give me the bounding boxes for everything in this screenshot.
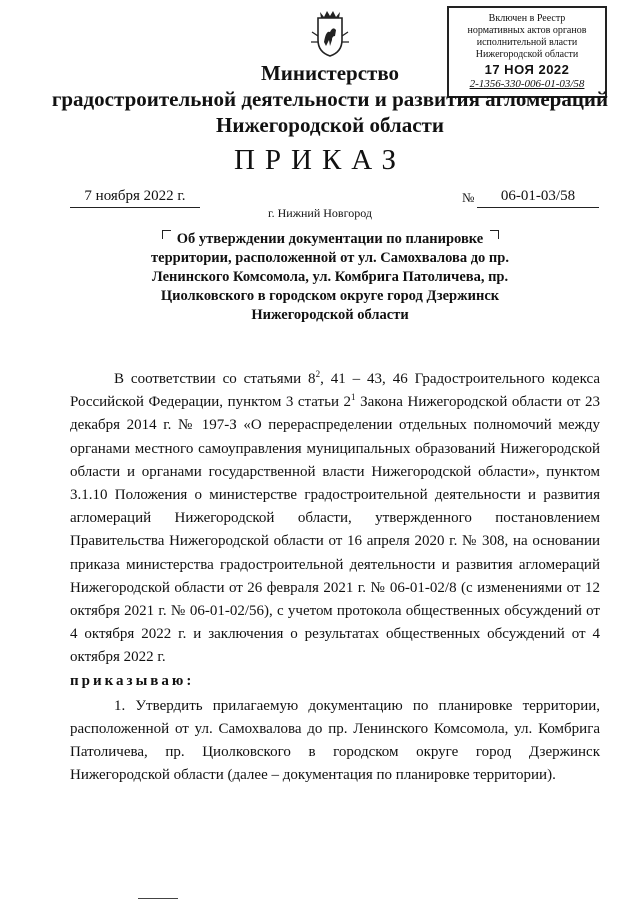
order-date: 7 ноября 2022 г. (70, 188, 200, 208)
order-body (70, 368, 600, 788)
ministry-line: Министерство (260, 61, 400, 85)
order-number: 06-01-03/58 (477, 188, 599, 208)
superscript: 1 (351, 392, 356, 403)
ministry-name (40, 60, 620, 138)
document-type-heading: ПРИКАЗ (233, 144, 407, 176)
stamp-line: Нижегородской области (475, 49, 579, 60)
preamble-text: В соответствии со статьями 8 (114, 371, 316, 387)
ministry-line: градостроительной деятельности и развития агломераций (51, 87, 609, 111)
preamble-text: Закона Нижегородской области от 23 декабря 2014 г. № 197-З «О перераспределении отдельных полномочий между органами местного самоуправления муниципальных образований Нижегородской области и органами государственной власти Нижегородской области», пунктом 3.1.10 Положения о министерстве градостроительной деятельности и развития агломераций Нижегородской области, утвержденного постановлением Правительства Нижегородской области от 16 апреля 2020 г. № 308, на основании приказа министерства градостроительной деятельности и развития агломераций Нижегородской области от 26 февраля 2021 г. № 06-01-02/8 (с изменениями от 12 октября 2021 г. № 06-01-02/56), с учетом протокола общественных обсуждений от 4 октября 2022 г. и заключения о результатах общественных обсуждений от 4 октября 2022 г. (70, 394, 600, 666)
city-name: г. Нижний Новгород (268, 206, 372, 220)
coat-of-arms-emblem (308, 6, 352, 58)
stamp-date: 17 НОЯ 2022 (484, 62, 570, 77)
preamble-paragraph (70, 368, 600, 670)
order-title: Об утверждении документации по планировке территории, расположенной от ул. Самохвалова до пр. Ленинского Комсомола, ул. Комбрига Патоличева, пр. Циолковского в городском округе город Дзержинск Нижегородской области (151, 231, 509, 323)
stamp-line: исполнительной власти (476, 37, 578, 48)
number-sign: № (462, 190, 475, 205)
stamp-registration-number: 2-1356-330-006-01-03/58 (469, 78, 585, 90)
bottom-mark (138, 898, 178, 899)
ministry-line: Нижегородской области (216, 113, 444, 137)
stamp-line: нормативных актов органов (467, 25, 587, 36)
order-item-1: 1. Утвердить прилагаемую документацию по планировке территории, расположенной от ул. Самохвалова до пр. Ленинского Комсомола, ул. Комбрига Патоличева, пр. Циолковского в городском округе город Дзержинск Нижегородской области (далее – документация по планировке территории). (70, 697, 600, 784)
superscript: 2 (315, 369, 321, 379)
order-word: приказываю: (70, 672, 195, 689)
preamble-text: , 41 – 43, 46 Градостроительного кодекса Российской Федерации, пунктом 3 статьи 2 (70, 371, 600, 411)
stamp-line: Включен в Реестр (488, 13, 566, 24)
